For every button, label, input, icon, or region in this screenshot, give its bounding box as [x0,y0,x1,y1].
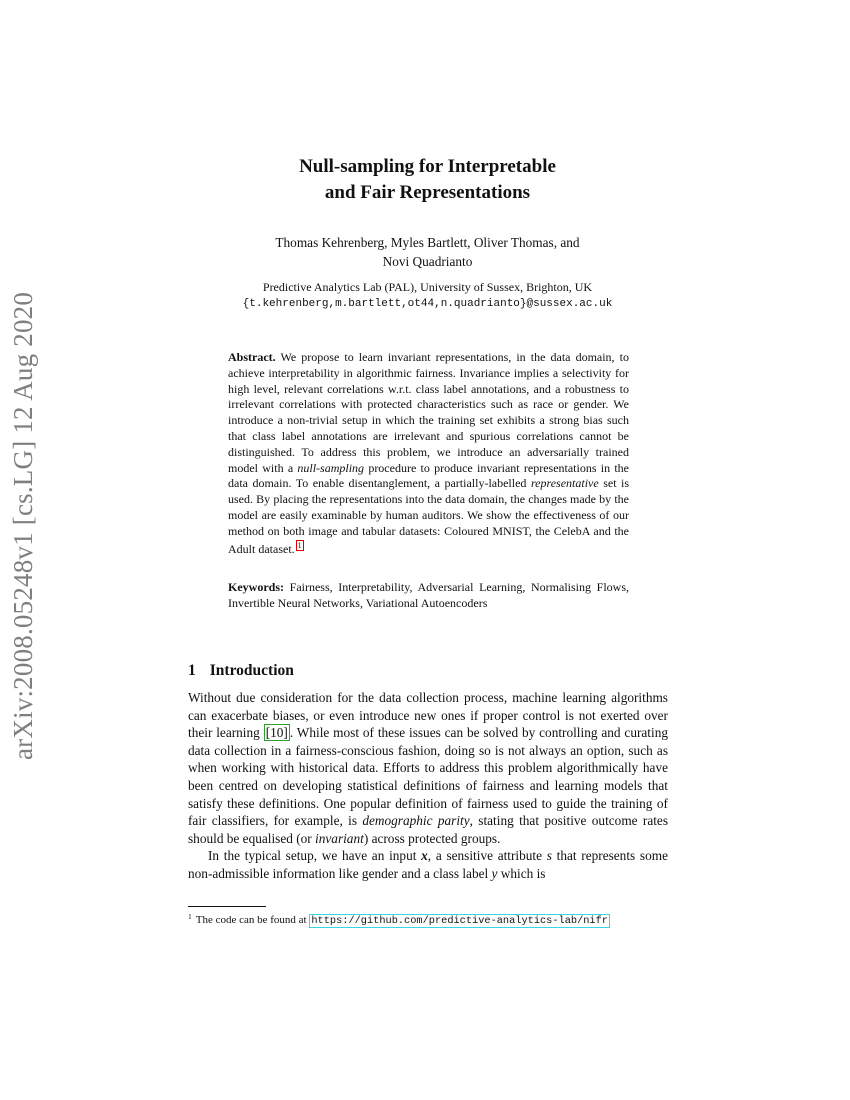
intro-emphasis-invariant: invariant [315,830,364,846]
footnote-divider [188,906,266,907]
introduction-body [188,689,668,883]
author-emails: {t.kehrenberg,m.bartlett,ot44,n.quadrianto}@sussex.ac.uk [242,298,613,310]
institution: Predictive Analytics Lab (PAL), University of Sussex, Brighton, UK [262,280,593,294]
abstract-emphasis-null-sampling: null-sampling [297,460,365,475]
intro-p1-text-d: ) across protected groups. [363,830,501,846]
intro-paragraph-1 [188,689,668,847]
title-line-2: and Fair Representations [324,182,531,203]
intro-emphasis-demographic-parity: demographic parity [362,813,470,829]
abstract-text-2: procedure to produce invariant representations in the data domain. To enable disentanglement, a partially-labelled [228,460,630,491]
section-number: 1 [188,662,196,679]
title-line-1: Null-sampling for Interpretable [299,156,556,177]
math-variable-y: y [491,865,498,881]
intro-paragraph-2 [188,847,668,882]
abstract-text-3: set is used. By placing the representations into the data domain, the changes made by the model are easily examinable by human auditors. We show the effectiveness of our method on both image and tabular datasets: Coloured MNIST, the CelebA and the Adult dataset. [228,476,630,556]
intro-p2-text-b: , a sensitive attribute [427,848,543,864]
abstract [228,350,629,557]
footnote-1 [188,909,678,929]
arxiv-identifier-stamp: arXiv:2008.05248v1 [cs.LG] 12 Aug 2020 [8,291,38,760]
intro-p2-text-a: In the typical setup, we have an input [208,848,417,864]
abstract-emphasis-representative: representative [530,476,599,491]
math-variable-x: x [421,848,428,864]
intro-p1-text-a: Without due consideration for the data collection process, machine learning algorithms can exacerbate biases, or even introduce new ones if proper control is not exerted over their learning [188,690,668,741]
abstract-footnote-link[interactable]: 1 [297,540,302,550]
keywords-text: Fairness, Interpretability, Adversarial Learning, Normalising Flows, Invertible Neural Networks, Variational Autoencoders [228,580,629,610]
abstract-text-1: We propose to learn invariant representations, in the data domain, to achieve interpretability in algorithmic fairness. Invariance implies a selectivity for high level, relevant correlations w.r.t. class label annotations, and a robustness to irrelevant correlations with protected characteristics such as race or gender. We introduce a non-trivial setup in which the training set exhibits a strong bias such that class label annotations are irrelevant and spurious correlations cannot be distinguished. To address this problem, we introduce an adversarially trained model with a [228,350,629,475]
paper-title [180,154,675,206]
intro-p1-text-b: . While most of these issues can be solved by controlling and curating data collection in a fairness-conscious fashion, doing so is not always an option, such as when working with historical data. Efforts to address this problem algorithmically have been centred on developing statistical definitions of fairness and learning models that satisfy these definitions. One popular definition of fairness used to guide the training of fair classifiers, for example, is [188,725,668,829]
code-repository-link[interactable]: https://github.com/predictive-analytics-lab/nifr [311,915,608,927]
author-list [190,233,665,271]
section-heading-introduction [188,662,294,680]
footnote-text: The code can be found at [195,914,307,926]
keywords [228,580,629,612]
keywords-label: Keywords: [228,580,284,594]
intro-p2-text-d: which is [500,865,546,881]
intro-p2-text-c: that represents some non-admissible information like gender and a class label [188,848,668,881]
footnote-number: 1 [188,912,192,921]
authors-line-1: Thomas Kehrenberg, Myles Bartlett, Oliver Thomas, and [275,235,580,250]
authors-line-2: Novi Quadrianto [382,254,473,269]
citation-link-10[interactable]: [10] [265,725,288,741]
section-title: Introduction [209,662,294,679]
math-variable-s: s [546,848,552,864]
intro-p1-text-c: , stating that positive outcome rates should be equalised (or [188,813,668,846]
affiliation-block [190,279,665,313]
abstract-label: Abstract. [228,350,276,364]
